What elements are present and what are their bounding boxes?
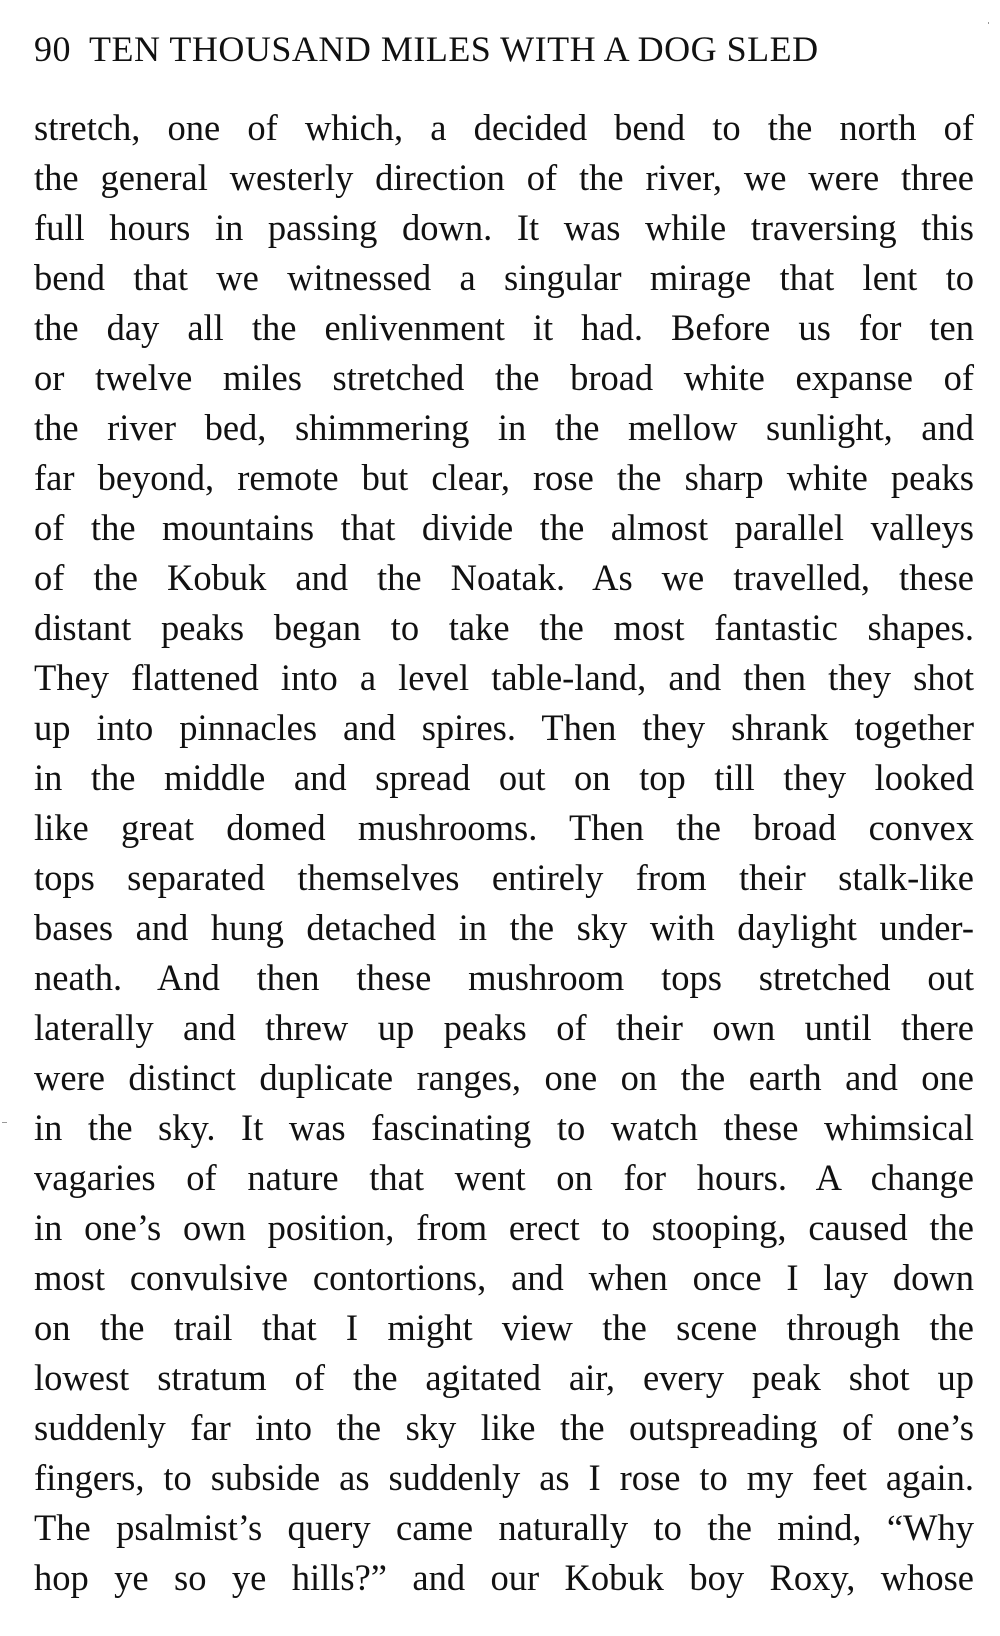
text-line: in one’s own position, from erect to stooping, caused the [34, 1207, 974, 1248]
text-line: stretch, one of which, a decided bend to the north of [34, 107, 974, 148]
text-line: on the trail that I might view the scene through the [34, 1307, 974, 1348]
text-line: the general westerly direction of the river, we were three [34, 157, 974, 198]
text-line: They flattened into a level table-land, and then they shot [34, 657, 974, 698]
text-line: the day all the enlivenment it had. Before us for ten [34, 307, 974, 348]
text-line: of the Kobuk and the Noatak. As we travelled, these [34, 557, 974, 598]
scan-speck [988, 22, 989, 24]
text-line: neath. And then these mushroom tops stretched out [34, 957, 974, 998]
text-line: laterally and threw up peaks of their own until there [34, 1007, 974, 1048]
text-line: like great domed mushrooms. Then the broad convex [34, 807, 974, 848]
text-line: or twelve miles stretched the broad white expanse of [34, 357, 974, 398]
text-line: the river bed, shimmering in the mellow sunlight, and [34, 407, 974, 448]
text-line: bases and hung detached in the sky with daylight under- [34, 907, 974, 948]
running-head [34, 28, 954, 78]
text-line: hop ye so ye hills?” and our Kobuk boy Roxy, whose [34, 1557, 974, 1598]
text-line: tops separated themselves entirely from their stalk-like [34, 857, 974, 898]
text-line: were distinct duplicate ranges, one on the earth and one [34, 1057, 974, 1098]
text-line: in the middle and spread out on top till they looked [34, 757, 974, 798]
running-title: TEN THOUSAND MILES WITH A DOG SLED [89, 29, 819, 69]
text-line: fingers, to subside as suddenly as I rose to my feet again. [34, 1457, 974, 1498]
page-number: 90 [34, 29, 71, 69]
text-line: in the sky. It was fascinating to watch these whimsical [34, 1107, 974, 1148]
text-line: lowest stratum of the agitated air, every peak shot up [34, 1357, 974, 1398]
text-line: most convulsive contortions, and when once I lay down [34, 1257, 974, 1298]
text-line: suddenly far into the sky like the outspreading of one’s [34, 1407, 974, 1448]
text-line: The psalmist’s query came naturally to the mind, “Why [34, 1507, 974, 1548]
text-line: full hours in passing down. It was while traversing this [34, 207, 974, 248]
text-line: bend that we witnessed a singular mirage that lent to [34, 257, 974, 298]
text-line: of the mountains that divide the almost parallel valleys [34, 507, 974, 548]
scan-speck [2, 1122, 7, 1123]
text-line: distant peaks began to take the most fantastic shapes. [34, 607, 974, 648]
text-line: vagaries of nature that went on for hours. A change [34, 1157, 974, 1198]
text-line: up into pinnacles and spires. Then they shrank together [34, 707, 974, 748]
body-text [34, 103, 974, 1603]
text-line: far beyond, remote but clear, rose the sharp white peaks [34, 457, 974, 498]
